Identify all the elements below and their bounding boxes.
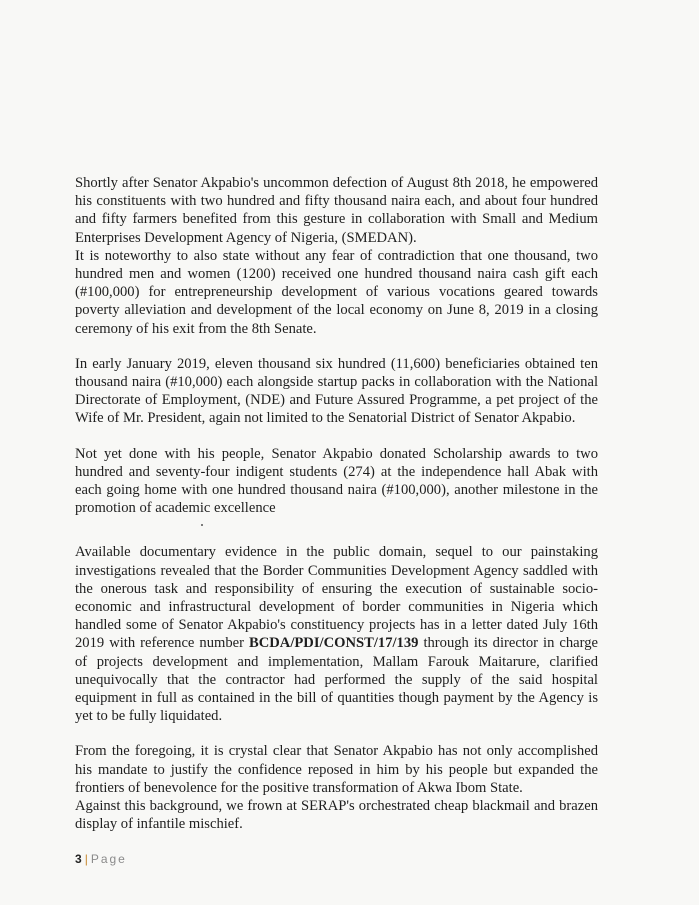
footer-separator: | bbox=[84, 852, 88, 866]
page-label: Page bbox=[90, 852, 127, 866]
document-body bbox=[75, 174, 598, 834]
paragraph-cash-gift: It is noteworthy to also state without any fear of contradiction that one thousand, two hundred men and women (1200) received one hundred thousand naira cash gift each (#100,000) for entrepreneurship development of various vocations geared towards poverty alleviation and development of the local economy on June 8, 2019 in a closing ceremony of his exit from the 8th Senate. bbox=[75, 247, 598, 337]
paragraph-nde: In early January 2019, eleven thousand six hundred (11,600) beneficiaries obtained ten thousand naira (#10,000) each alongside startup packs in collaboration with the National Directorate of Employment, (NDE) and Future Assured Programme, a pet project of the Wife of Mr. President, again not limited to the Senatorial District of Senator Akpabio. bbox=[75, 355, 598, 427]
paragraph-smedan: Shortly after Senator Akpabio's uncommon defection of August 8th 2018, he empowered his constituents with two hundred and fifty thousand naira each, and about four hundred and fifty farmers benefited from this gesture in collaboration with Small and Medium Enterprises Development Agency of Nigeria, (SMEDAN). bbox=[75, 175, 598, 246]
reference-number: BCDA/PDI/CONST/17/139 bbox=[248, 635, 419, 652]
paragraph-conclusion: From the foregoing, it is crystal clear that Senator Akpabio has not only accomplished his mandate to justify the confidence reposed in him by his people but expanded the frontiers of benevolence for the positive transformation of Akwa Ibom State. bbox=[75, 743, 598, 796]
paragraph-serap: Against this background, we frown at SERAP's orchestrated cheap blackmail and brazen display of infantile mischief. bbox=[75, 798, 598, 833]
paragraph-bcda-text-after: through its director in charge of projects development and implementation, Mallam Farouk Maitarure, clarified unequivocally that the contractor had performed the supply of the said hospital equipment in full as contained in the bill of quantities though payment by the Agency is yet to be fully liquidated. bbox=[75, 635, 598, 725]
page-footer bbox=[75, 852, 127, 866]
paragraph-bcda-text-before: Available documentary evidence in the public domain, sequel to our painstaking investigations revealed that the Border Communities Development Agency saddled with the onerous task and responsibility of ensuring the execution of sustainable socio-economic and infrastructural development of border communities in Nigeria which handled some of Senator Akpabio's constituency projects has in a letter dated July 16th 2019 with reference number bbox=[75, 544, 598, 652]
scan-speck bbox=[201, 524, 203, 526]
page-number: 3 bbox=[75, 852, 82, 866]
paragraph-scholarship: Not yet done with his people, Senator Akpabio donated Scholarship awards to two hundred and seventy-four indigent students (274) at the independence hall Abak with each going home with one hundred thousand naira (#100,000), another milestone in the promotion of academic excellence bbox=[75, 445, 598, 517]
paragraph-bcda bbox=[75, 543, 598, 725]
